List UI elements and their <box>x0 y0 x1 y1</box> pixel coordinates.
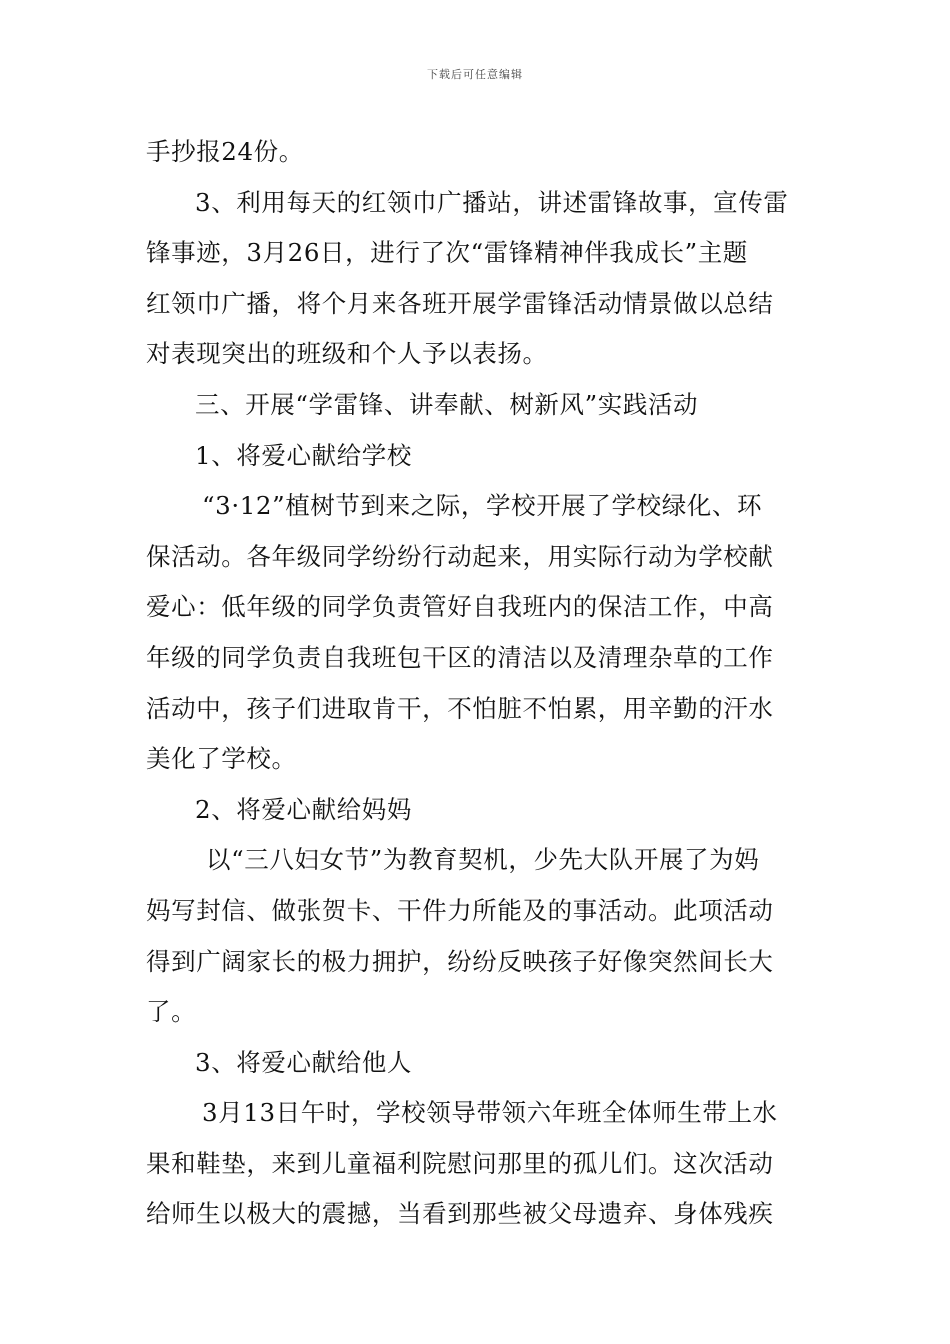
header-note: 下载后可任意编辑 <box>427 68 523 81</box>
paragraph-line: 锋事迹，3月26日，进行了次“雷锋精神伴我成长”主题 <box>146 238 748 268</box>
paragraph-line: 美化了学校。 <box>146 744 297 774</box>
paragraph-line: 给师生以极大的震撼，当看到那些被父母遗弃、身体残疾 <box>146 1199 774 1229</box>
paragraph-line: 年级的同学负责自我班包干区的清洁以及清理杂草的工作 <box>146 642 774 672</box>
document-body <box>146 127 808 1240</box>
paragraph-line: 对表现突出的班级和个人予以表扬。 <box>146 339 548 369</box>
paragraph-line: 红领巾广播，将个月来各班开展学雷锋活动情景做以总结 <box>146 288 774 318</box>
subsection-heading: 1、将爱心献给学校 <box>195 440 412 470</box>
paragraph-line: 果和鞋垫，来到儿童福利院慰问那里的孤儿们。这次活动 <box>146 1148 774 1178</box>
paragraph-line: 活动中，孩子们进取肯干，不怕脏不怕累，用辛勤的汗水 <box>146 693 774 723</box>
paragraph-line: 妈写封信、做张贺卡、干件力所能及的事活动。此项活动 <box>146 895 774 925</box>
subsection-heading: 3、将爱心献给他人 <box>195 1047 412 1077</box>
paragraph-line: 手抄报24份。 <box>146 137 304 166</box>
paragraph-line: 爱心：低年级的同学负责管好自我班内的保洁工作，中高 <box>146 592 774 622</box>
paragraph-line: 保活动。各年级同学纷纷行动起来，用实际行动为学校献 <box>146 541 774 571</box>
paragraph-line: 了。 <box>146 997 197 1027</box>
section-heading: 三、开展“学雷锋、讲奉献、树新风”实践活动 <box>195 389 699 419</box>
paragraph-line: 3、利用每天的红领巾广播站，讲述雷锋故事，宣传雷 <box>195 187 789 217</box>
paragraph-line: 3月13日午时，学校领导带领六年班全体师生带上水 <box>202 1098 778 1128</box>
subsection-heading: 2、将爱心献给妈妈 <box>195 794 412 824</box>
paragraph-line: “3·12”植树节到来之际，学校开展了学校绿化、环 <box>202 491 763 521</box>
paragraph-line: 得到广阔家长的极力拥护，纷纷反映孩子好像突然间长大 <box>146 946 774 976</box>
paragraph-line: 以“三八妇女节”为教育契机，少先大队开展了为妈 <box>206 845 760 875</box>
